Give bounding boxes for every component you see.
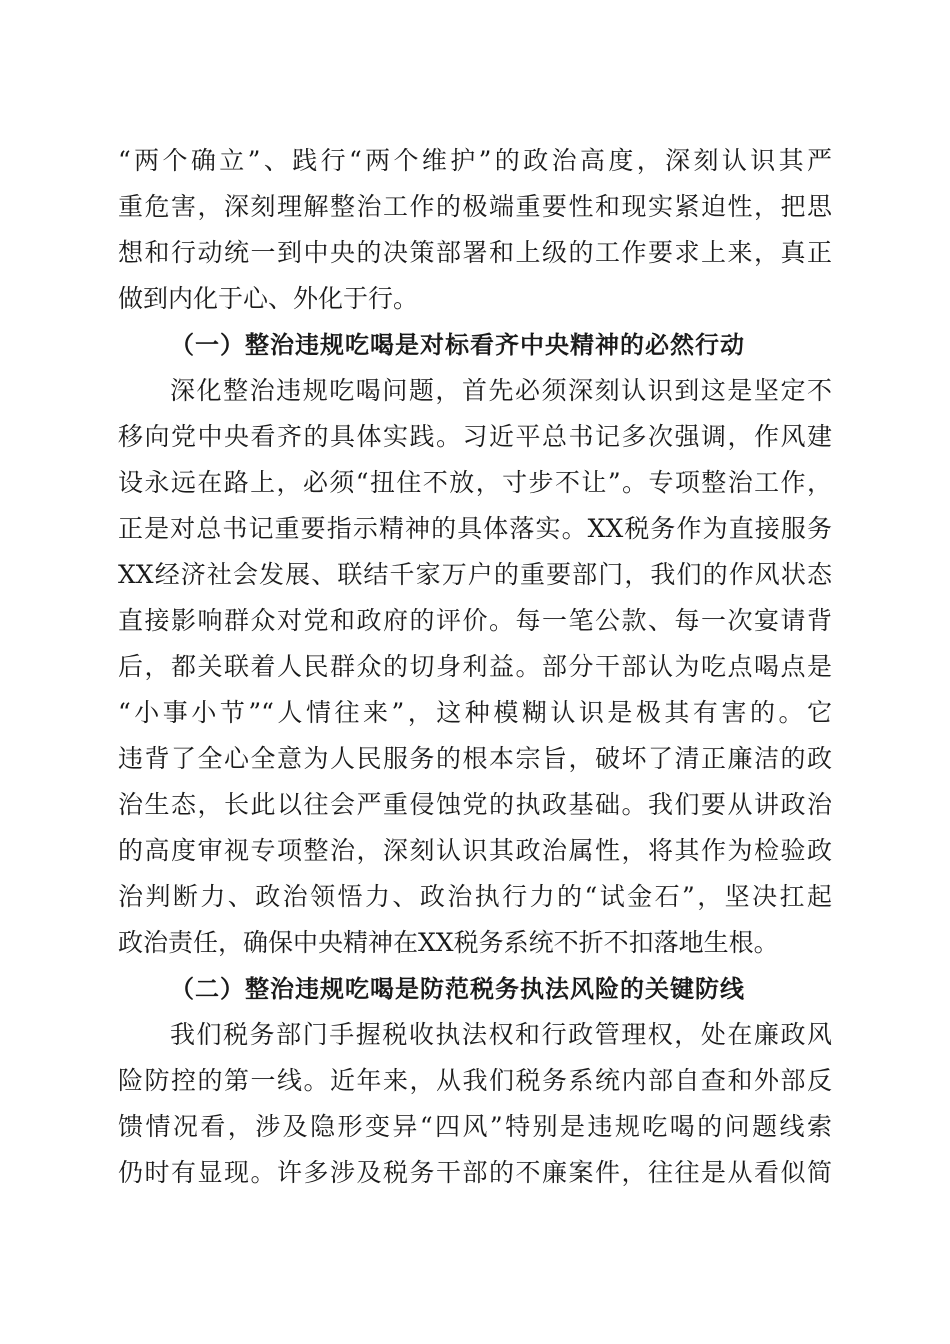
paragraph-line: 的高度审视专项整治，深刻认识其政治属性，将其作为检验政 [118, 836, 832, 865]
paragraph-line: 馈情况看，涉及隐形变异“四风”特别是违规吃喝的问题线索 [118, 1112, 832, 1141]
section-heading-1: （一）整治违规吃喝是对标看齐中央精神的必然行动 [170, 331, 745, 359]
paragraph-line: 想和行动统一到中央的决策部署和上级的工作要求上来，真正 [118, 238, 832, 267]
paragraph-line: 治生态，长此以往会严重侵蚀党的执政基础。我们要从讲政治 [118, 790, 832, 819]
paragraph-line: 违背了全心全意为人民服务的根本宗旨，破坏了清正廉洁的政 [118, 744, 832, 773]
paragraph-line: 做到内化于心、外化于行。 [118, 284, 419, 313]
paragraph-line: “两个确立”、践行“两个维护”的政治高度，深刻认识其严 [118, 146, 832, 175]
paragraph-line: 仍时有显现。许多涉及税务干部的不廉案件，往往是从看似简 [118, 1158, 832, 1187]
paragraph-line: 直接影响群众对党和政府的评价。每一笔公款、每一次宴请背 [118, 606, 832, 635]
paragraph-line: 险防控的第一线。近年来，从我们税务系统内部自查和外部反 [118, 1066, 832, 1095]
paragraph-line: 重危害，深刻理解整治工作的极端重要性和现实紧迫性，把思 [118, 192, 832, 221]
paragraph-line: XX经济社会发展、联结千家万户的重要部门，我们的作风状态 [118, 560, 832, 589]
paragraph-line: 治判断力、政治领悟力、政治执行力的“试金石”，坚决扛起 [118, 882, 832, 911]
paragraph-line: 我们税务部门手握税收执法权和行政管理权，处在廉政风 [170, 1020, 832, 1049]
paragraph-line: 深化整治违规吃喝问题，首先必须深刻认识到这是坚定不 [170, 376, 832, 405]
paragraph-line: “小事小节”“人情往来”，这种模糊认识是极其有害的。它 [118, 698, 832, 727]
paragraph-line: 移向党中央看齐的具体实践。习近平总书记多次强调，作风建 [118, 422, 832, 451]
paragraph-line: 政治责任，确保中央精神在XX税务系统不折不扣落地生根。 [118, 928, 779, 957]
section-heading-2: （二）整治违规吃喝是防范税务执法风险的关键防线 [170, 975, 745, 1003]
paragraph-line: 正是对总书记重要指示精神的具体落实。XX税务作为直接服务 [118, 514, 832, 543]
paragraph-line: 设永远在路上，必须“扭住不放，寸步不让”。专项整治工作， [118, 468, 832, 497]
paragraph-line: 后，都关联着人民群众的切身利益。部分干部认为吃点喝点是 [118, 652, 832, 681]
